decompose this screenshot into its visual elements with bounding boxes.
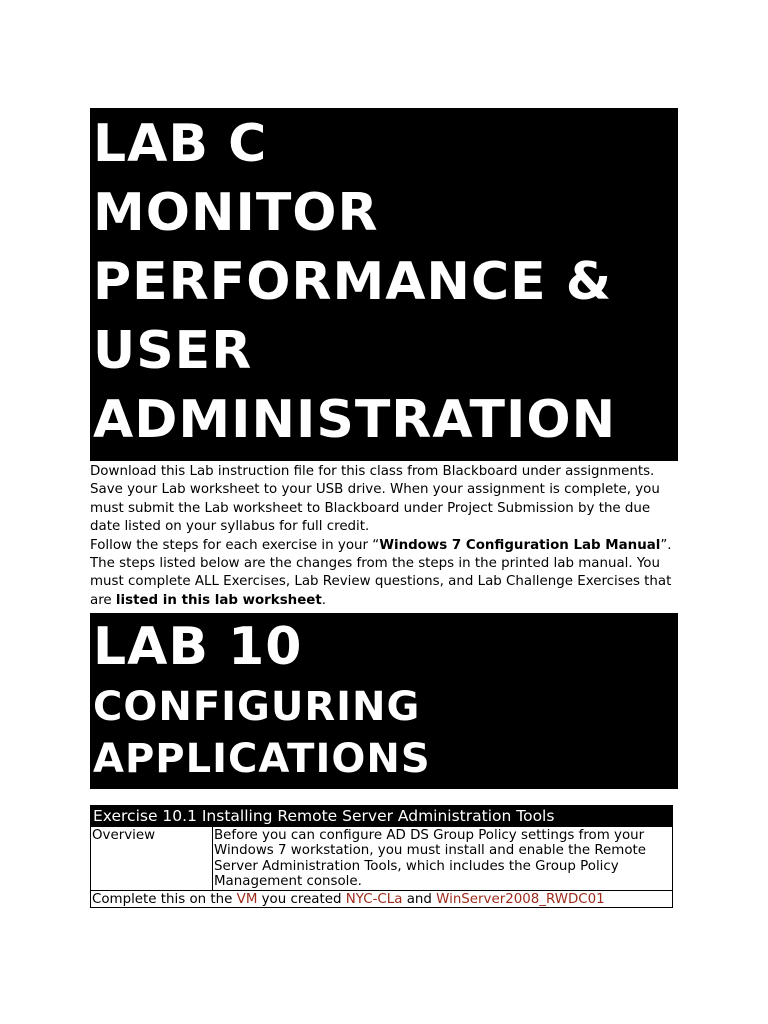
lab-subtitle-line: APPLICATIONS [93,736,431,783]
title-line: PERFORMANCE & [93,252,613,312]
complete-instructions [91,890,673,908]
instruction-text: Complete this on the [92,891,237,907]
vm-term: VM [236,891,258,907]
server-vm-name: WinServer2008_RWDC01 [436,891,605,907]
title-line: LAB C [93,114,268,174]
intro-text: . [321,592,327,608]
client-vm-name: NYC-CLa [345,891,403,907]
intro-text: Follow the steps for each exercise in your “ [90,537,380,553]
lab-number: LAB 10 [93,617,303,678]
intro-paragraph-2 [90,537,678,611]
exercise-title: Exercise 10.1 Installing Remote Server Administration Tools [91,806,673,827]
title-line: USER [93,321,253,381]
lab-subtitle-line: CONFIGURING [93,684,421,731]
table-row [91,806,673,827]
exercise-table [90,805,673,908]
worksheet-emphasis: listed in this lab worksheet [115,592,322,608]
title-line: ADMINISTRATION [93,390,617,450]
table-row [91,890,673,908]
intro-paragraph-1: Download this Lab instruction file for this class from Blackboard under assignments. Save your Lab worksheet to your USB drive. When your assignment is complete, you must submit the Lab worksheet to Blackboard under Project Submission by the due date listed on your syllabus for full credit. [90,464,660,535]
overview-label: Overview [91,826,213,890]
manual-name: Windows 7 Configuration Lab Manual [379,537,661,553]
lab-title-block [90,108,678,461]
table-row [91,826,673,890]
intro-section [90,461,678,610]
overview-text: Before you can configure AD DS Group Policy settings from your Windows 7 workstation, you must install and enable the Remote Server Administration Tools, which includes the Group Policy Management console. [213,826,673,890]
intro-text: ”. The steps listed below are the changes from the steps in the printed lab manual. You must complete ALL Exercises, Lab Review questions, and Lab Challenge Exercises that are [90,537,672,608]
instruction-text: and [402,891,437,907]
lab-heading-block [90,613,678,789]
document-page [90,108,678,908]
title-line: MONITOR [93,183,379,243]
instruction-text: you created [257,891,346,907]
